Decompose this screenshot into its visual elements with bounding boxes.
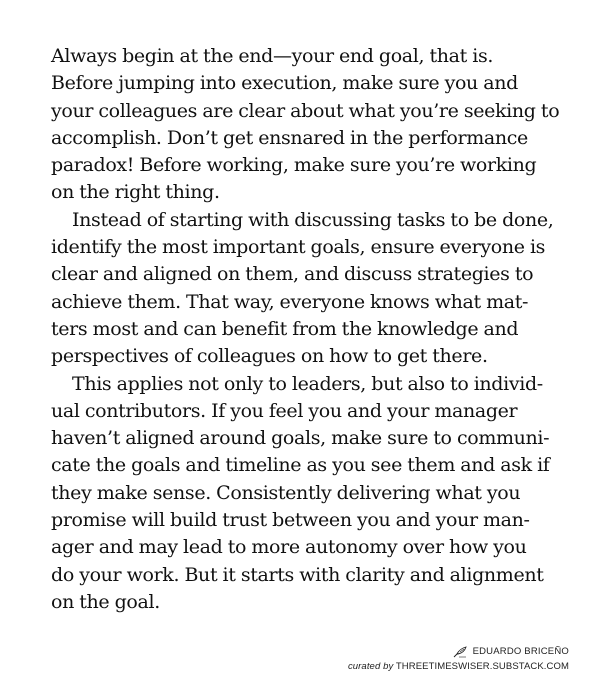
text-line: Before jumping into execution, make sure you and [51,72,518,95]
text-line: achieve them. That way, everyone knows what mat- [51,290,529,313]
paragraph-1 [51,43,561,207]
text-line: accomplish. Don’t get ensnared in the performance [51,126,528,149]
text-line: promise will build trust between you and your man- [51,509,530,532]
text-line: ters most and can benefit from the knowledge and [51,317,519,340]
text-line: on the right thing. [51,181,220,204]
curated-row [348,660,569,674]
text-line: identify the most important goals, ensure everyone is [51,236,546,259]
text-line: haven’t aligned around goals, make sure to communi- [51,427,550,450]
text-line: clear and aligned on them, and discuss strategies to [51,263,534,286]
author-row [348,645,569,659]
text-line: on the goal. [51,590,160,613]
paragraph-3 [51,371,561,617]
text-line: paradox! Before working, make sure you’re working [51,154,537,177]
curated-prefix: curated by [347,661,394,672]
author-name: EDUARDO BRICEÑO [472,646,569,657]
curated-source: THREETIMESWISER.SUBSTACK.COM [395,661,569,672]
text-line: ager and may lead to more autonomy over how you [51,536,527,559]
paragraph-2 [51,207,561,371]
text-line: perspectives of colleagues on how to get there. [51,345,488,368]
quill-pen-icon [453,646,467,658]
text-line: Always begin at the end—your end goal, that is. [51,45,494,67]
attribution [348,645,569,674]
text-line: do your work. But it starts with clarity and alignment [51,563,544,586]
text-line: This applies not only to leaders, but also to individ- [72,372,543,395]
text-line: cate the goals and timeline as you see them and ask if [51,454,550,477]
text-line: they make sense. Consistently delivering what you [51,481,521,504]
text-line: ual contributors. If you feel you and your manager [51,399,518,422]
text-line: your colleagues are clear about what you’re seeking to [51,99,560,122]
quote-passage [51,43,561,616]
text-line: Instead of starting with discussing tasks to be done, [72,208,554,231]
